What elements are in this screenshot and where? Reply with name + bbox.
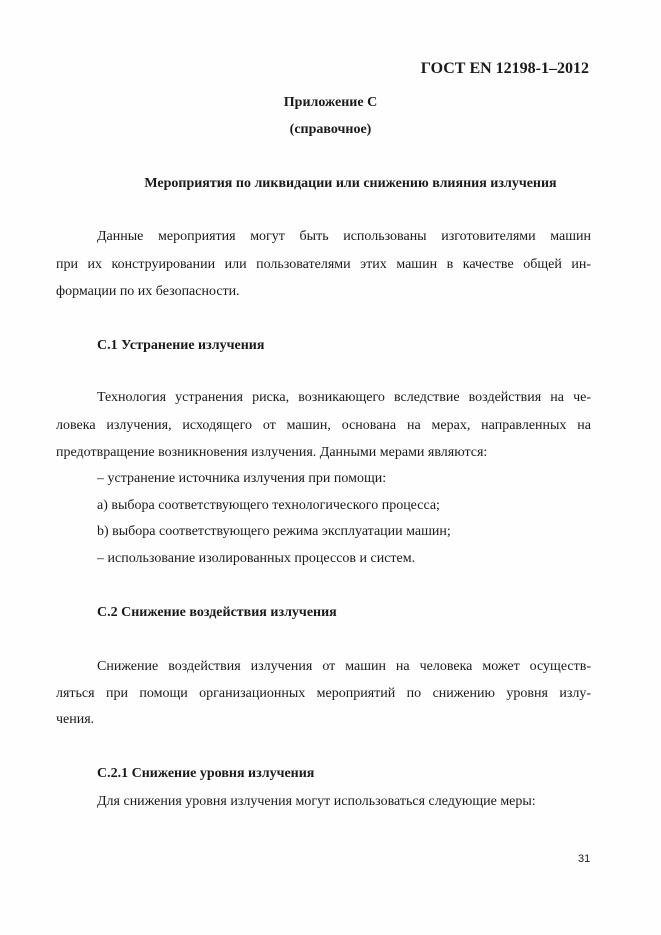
appendix-heading: Мероприятия по ликвидации или снижению влияния излучения	[144, 176, 557, 191]
c1-list-item: a) выбора соответствующего технологического процесса;	[97, 498, 440, 513]
c1-line: предотвращение возникновения излучения. Данными мерами являются:	[56, 445, 488, 460]
intro-line: при их конструировании или пользователями этих машин в качестве общей ин-	[56, 257, 591, 272]
section-c21-heading: С.2.1 Снижение уровня излучения	[97, 766, 315, 781]
c1-line: Технология устранения риска, возникающего вследствие воздействия на че-	[97, 390, 591, 405]
c1-list-item: – устранение источника излучения при помощи:	[97, 471, 387, 486]
c1-list-item: b) выбора соответствующего режима эксплуатации машин;	[97, 524, 451, 539]
section-c1-heading: С.1 Устранение излучения	[97, 338, 265, 353]
intro-line: Данные мероприятия могут быть использованы изготовителями машин	[97, 229, 591, 244]
c1-line: ловека излучения, исходящего от машин, основана на мерах, направленных на	[56, 418, 591, 433]
c2-line: чения.	[56, 712, 95, 727]
appendix-title: Приложение С	[283, 95, 378, 110]
standard-designation: ГОСТ EN 12198-1–2012	[420, 60, 589, 77]
c1-list-item: – использование изолированных процессов и систем.	[97, 551, 416, 566]
c2-line: Снижение воздействия излучения от машин на человека может осуществ-	[97, 659, 591, 674]
c21-line: Для снижения уровня излучения могут использоваться следующие меры:	[97, 794, 536, 809]
appendix-status: (справочное)	[289, 122, 372, 137]
intro-line: формации по их безопасности.	[56, 284, 240, 299]
c2-line: ляться при помощи организационных мероприятий по снижению уровня излу-	[56, 686, 591, 701]
page-number: 31	[578, 853, 591, 865]
section-c2-heading: С.2 Снижение воздействия излучения	[97, 605, 337, 620]
